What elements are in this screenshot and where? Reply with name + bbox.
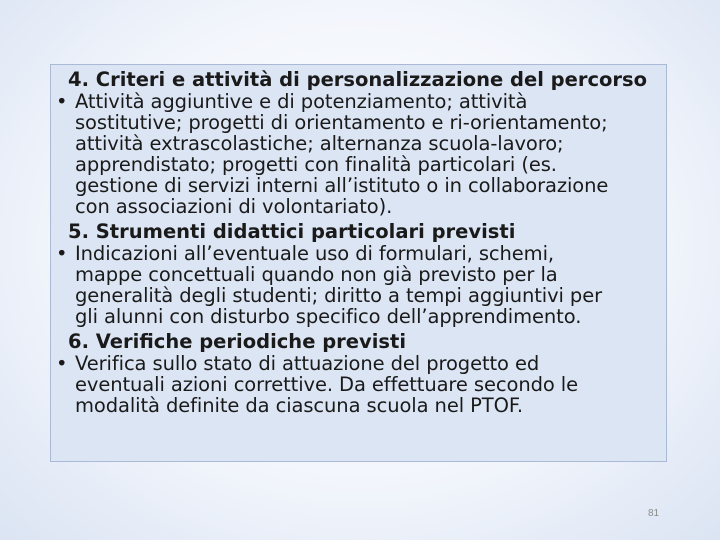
bullet-dot-icon: • — [56, 242, 68, 265]
bullet-dot-icon: • — [56, 90, 68, 113]
section-personalizzazione — [51, 68, 666, 217]
page-number: 81 — [648, 508, 660, 519]
section-heading: 4. Criteri e attività di personalizzazione del percorso — [68, 68, 648, 91]
bullet-item — [51, 243, 663, 327]
bullet-text: Attività aggiuntive e di potenziamento; attività sostitutive; progetti di orientamento e ri-orientamento; attività extrascolastiche; alternanza scuola-lavoro; apprendistato; progetti con finalità particolari (es. gestione di servizi interni all’istituto o in collaborazione con associazioni di volontariato). — [75, 90, 609, 218]
bullet-item — [51, 353, 663, 416]
content-box — [50, 64, 667, 462]
bullet-text: Indicazioni all’eventuale uso di formulari, schemi, mappe concettuali quando non già previsto per la generalità degli studenti; diritto a tempi aggiuntivi per gli alunni con disturbo specifico dell’apprendimento. — [75, 242, 603, 328]
section-heading: 6. Verifiche periodiche previsti — [68, 330, 407, 353]
bullet-item — [51, 91, 663, 217]
bullet-dot-icon: • — [56, 352, 68, 375]
section-verifiche — [51, 330, 666, 416]
section-heading: 5. Strumenti didattici particolari previsti — [68, 220, 516, 243]
bullet-text: Verifica sullo stato di attuazione del progetto ed eventuali azioni correttive. Da effettuare secondo le modalità definite da ciascuna scuola nel PTOF. — [75, 352, 579, 417]
section-strumenti — [51, 220, 666, 327]
